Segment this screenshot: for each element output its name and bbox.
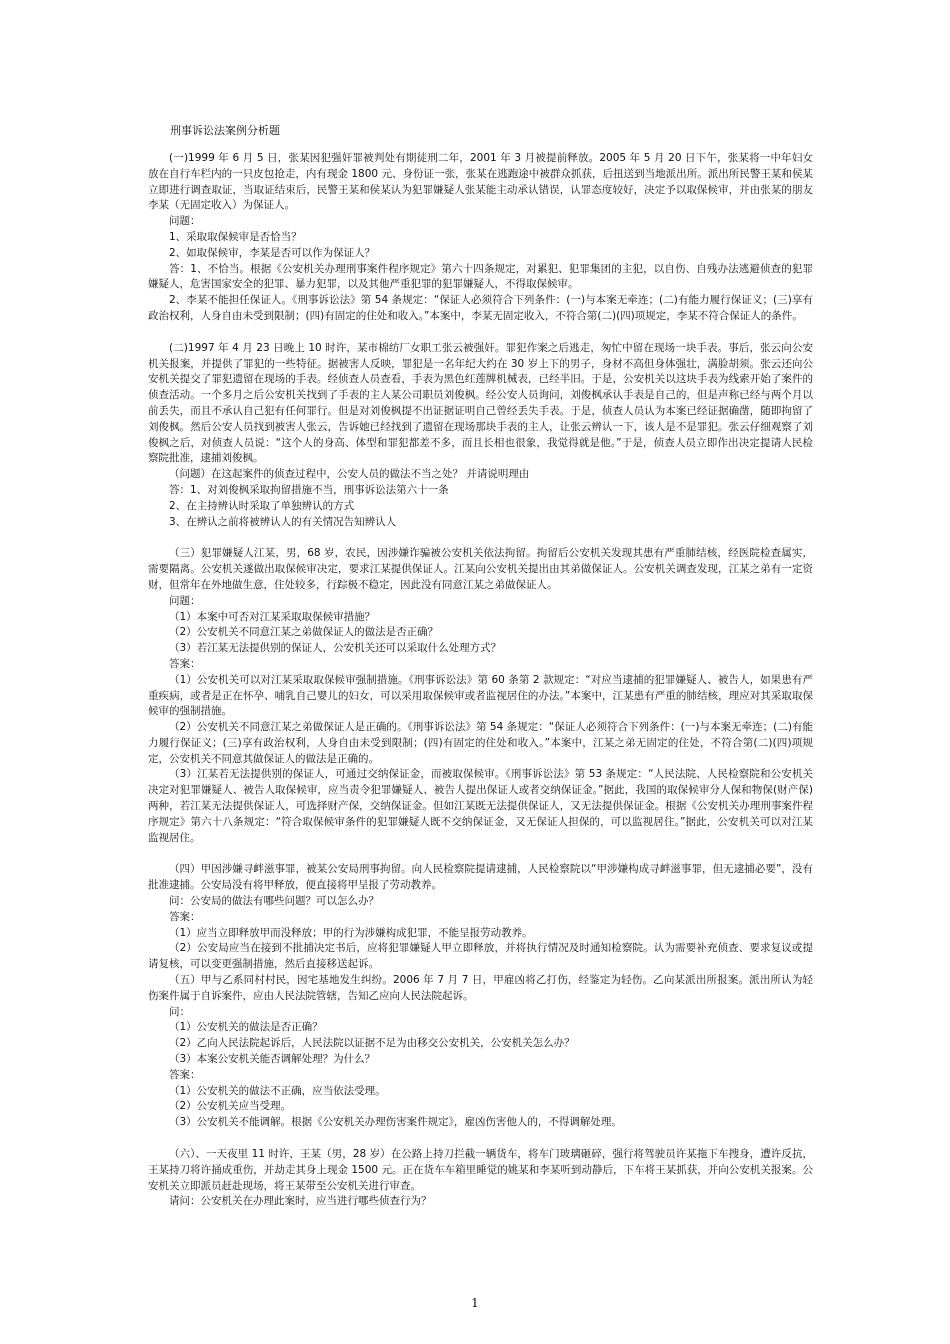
paragraph: 问：	[169, 1005, 190, 1018]
paragraph: 1、采取取保候审是否恰当？	[169, 230, 302, 243]
document-body	[148, 151, 813, 1210]
paragraph: 2、李某不能担任保证人。《刑事诉讼法》第 54 条规定：“保证人必须符合下列条件：(一)与本案无牵连；(二)有能力履行保证义；(三)享有政治权利，人身自由未受到限制；(四)有固定的住处和收入。”本案中，李某无固定收入，不符合第(二)(四)项规定，李某不符合保证人的条件。	[148, 294, 813, 322]
paragraph: （2）公安机关应当受理。	[169, 1100, 292, 1113]
paragraph: （1）公安机关的做法是否正确？	[169, 1021, 323, 1034]
paragraph: （1）公安机关可以对江某采取取保候审强制措施。《刑事诉讼法》第 60 条第 2 款规定：“对应当逮捕的犯罪嫌疑人、被告人，如果患有严重疾病，或者是正在怀孕、哺乳自己婴儿的妇女，可以采用取保候审或者监视居住的办法。”本案中，江某患有严重的肺结核，理应对其采取取保候审的强制措施。	[148, 673, 813, 718]
paragraph: （2）公安机关不同意江某之弟做保证人是正确的。《刑事诉讼法》第 54 条规定：“保证人必须符合下列条件：(一)与本案无牵连；(二)有能力履行保证义；(三)享有政治权利，人身自由未受到限制；(四)有固定的住处和收入。”本案中，江某之弟无固定的住处，不符合第(二)(四)项规定，公安机关不同意其做保证人的做法是正确的。	[148, 721, 813, 765]
paragraph: 3、在辨认之前将被辨认人的有关情况告知辨认人	[169, 515, 397, 528]
paragraph: （六）、一天夜里 11 时许，王某（男，28 岁）在公路上持刀拦截一辆货车，将车门玻璃砸碎，强行将驾驶员许某拖下车搜身，遭许反抗，王某持刀将许捅成重伤，并劫走其身上现金 1500 元。正在货车车箱里睡觉的姚某和李某听到动静后，下车将王某抓获，并向公安机关报案。公安机关立即派员赶赴现场，将王某带至公安机关进行审查。	[148, 1148, 813, 1192]
paragraph: （1）公安机关的做法不正确，应当依法受理。	[169, 1084, 386, 1097]
paragraph: （2）公安机关不同意江某之弟做保证人的做法是否正确？	[169, 626, 439, 639]
document-title: 刑事诉讼法案例分析题	[170, 124, 280, 137]
paragraph: （四）甲因涉嫌寻衅滋事罪，被某公安局刑事拘留。向人民检察院提请逮捕，人民检察院以“甲涉嫌构成寻衅滋事罪，但无逮捕必要”，没有批准逮捕。公安局没有将甲释放，便直接将甲呈报了劳动教养。	[148, 863, 813, 892]
paragraph: （3）江某若无法提供别的保证人，可通过交纳保证金，而被取保候审。《刑事诉讼法》第 53 条规定：“人民法院、人民检察院和公安机关决定对犯罪嫌疑人、被告人取保候审，应当责令犯罪嫌疑人、被告人提出保证人或者交纳保证金。”据此，我国的取保候审分人保和物保(财产保)两种，若江某无法提供保证人，可选择财产保，交纳保证金。但如江某既无法提供保证人，又无法提供保证金。根据《公安机关办理刑事案件程序规定》第六十八条规定：“符合取保候审条件的犯罪嫌疑人既不交纳保证金，又无保证人担保的，可以监视居住。”据此，公安机关可以对江某监视居住。	[148, 768, 813, 844]
paragraph: 2、如取保候审，李某是否可以作为保证人？	[169, 246, 376, 259]
paragraph: 问：公安局的做法有哪些问题？可以怎么办？	[169, 895, 379, 908]
paragraph: 答案：	[169, 910, 201, 923]
case-section	[148, 546, 813, 846]
paragraph: （1）应当立即释放甲而没释放；甲的行为涉嫌构成犯罪，不能呈报劳动教养。	[169, 926, 533, 939]
case-section	[148, 341, 813, 531]
paragraph: 答：1、对刘俊枫采取拘留措施不当，刑事诉讼法第六十一条	[169, 483, 449, 496]
paragraph: 2、在主持辨认时采取了单独辨认的方式	[169, 499, 355, 512]
section-gap	[148, 1131, 813, 1147]
section-gap	[148, 530, 813, 546]
paragraph: 答案：	[169, 657, 201, 670]
paragraph: （3）公安机关不能调解。根据《公安机关办理伤害案件规定》，雇凶伤害他人的，不得调解处理。	[169, 1116, 622, 1129]
paragraph: (一)1999 年 6 月 5 日，张某因犯强奸罪被判处有期徒刑二年，2001 年 3 月被提前释放。2005 年 5 月 20 日下午，张某将一中年妇女放在自行车栏内的一只皮包抢走，内有现金 1800 元、身份证一张，张某在逃跑途中被群众抓获，后扭送到当地派出所。派出所民警王某和侯某立即进行调查取证，当取证结束后，民警王某和侯某认为犯罪嫌疑人张某能主动承认错误，认罪态度较好，决定予以取保候审，并由张某的朋友李某（无固定收入）为保证人。	[148, 152, 813, 212]
case-section	[148, 862, 813, 1131]
page-number: 1	[471, 1296, 479, 1310]
paragraph: （3）本案公安机关能否调解处理？为什么？	[169, 1053, 376, 1066]
case-section	[148, 1147, 813, 1210]
paragraph: （1）本案中可否对江某采取取保候审措施？	[169, 610, 376, 623]
paragraph: 答案：	[169, 1068, 201, 1081]
paragraph: （3）若江某无法提供别的保证人，公安机关还可以采取什么处理方式？	[169, 642, 502, 655]
section-gap	[148, 846, 813, 862]
section-gap	[148, 325, 813, 341]
paragraph: 答：1、不恰当。根据《公安机关办理刑事案件程序规定》第六十四条规定，对累犯、犯罪集团的主犯，以自伤、自残办法逃避侦查的犯罪嫌疑人，危害国家安全的犯罪、暴力犯罪，以及其他严重犯罪的犯罪嫌疑人，不得取保候审。	[148, 262, 813, 291]
paragraph: 问题：	[169, 594, 201, 607]
paragraph: 问题：	[169, 215, 201, 228]
paragraph: 请问：公安机关在办理此案时，应当进行哪些侦查行为？	[169, 1195, 432, 1208]
paragraph: （2）公安局应当在接到不批捕决定书后，应将犯罪嫌疑人甲立即释放，并将执行情况及时通知检察院。认为需要补充侦查、要求复议或提请复核，可以变更强制措施，然后直接移送起诉。	[148, 942, 813, 971]
paragraph: (二)1997 年 4 月 23 日晚上 10 时许，某市棉纺厂女职工张云被强奸。罪犯作案之后逃走，匆忙中留在现场一块手表。事后，张云向公安机关报案，并提供了罪犯的一些特征。据被害人反映，罪犯是一名年纪大约在 30 岁上下的男子，身材不高但身体强壮，满脸胡须。张云还向公安机关提交了罪犯遗留在现场的手表。经侦查人员查看，手表为黑色红莲牌机械表，已经半旧。于是，公安机关以这块手表为线索开始了案件的侦查活动。一个多月之后公安机关找到了手表的主人某公司职员刘俊枫。经公安人员询问，刘俊枫承认手表是自己的，但是声称已经与两个月以前丢失，而且不承认自己犯有任何罪行。但是对刘俊枫提不出证据证明自己曾经丢失手表。于是，侦查人员认为本案已经证据确凿，随即拘留了刘俊枫。然后公安人员找到被害人张云，告诉她已经找到了遗留在现场那块手表的主人，让张云辨认一下，该人是不是罪犯。张云仔细观察了刘俊枫之后，对侦查人员说：“这个人的身高、体型和罪犯都差不多，而且长相也很象，我觉得就是他。”于是，侦查人员立即作出决定提请人民检察院批准，逮捕刘俊枫。	[148, 341, 813, 465]
paragraph: （三）犯罪嫌疑人江某，男，68 岁，农民，因涉嫌诈骗被公安机关依法拘留。拘留后公安机关发现其患有严重肺结核，经医院检查属实，需要隔离。公安机关遂做出取保候审决定，要求江某提供保证人。江某向公安机关提出由其弟做保证人。公安机关调查发现，江某之弟有一定资财，但常年在外地做生意，住处较多，行踪极不稳定，因此没有同意江某之弟做保证人。	[148, 547, 813, 591]
paragraph: （2）乙向人民法院起诉后，人民法院以证据不足为由移交公安机关，公安机关怎么办？	[169, 1037, 575, 1050]
paragraph: （五）甲与乙系同村村民，因宅基地发生纠纷。2006 年 7 月 7 日，甲雇凶将乙打伤，经鉴定为轻伤。乙向某派出所报案。派出所认为轻伤案件属于自诉案件，应由人民法院管辖，告知乙应向人民法院起诉。	[148, 974, 813, 1002]
paragraph: （问题）在这起案件的侦查过程中，公安人员的做法不当之处？ 并请说明理由	[169, 468, 530, 481]
case-section	[148, 151, 813, 325]
